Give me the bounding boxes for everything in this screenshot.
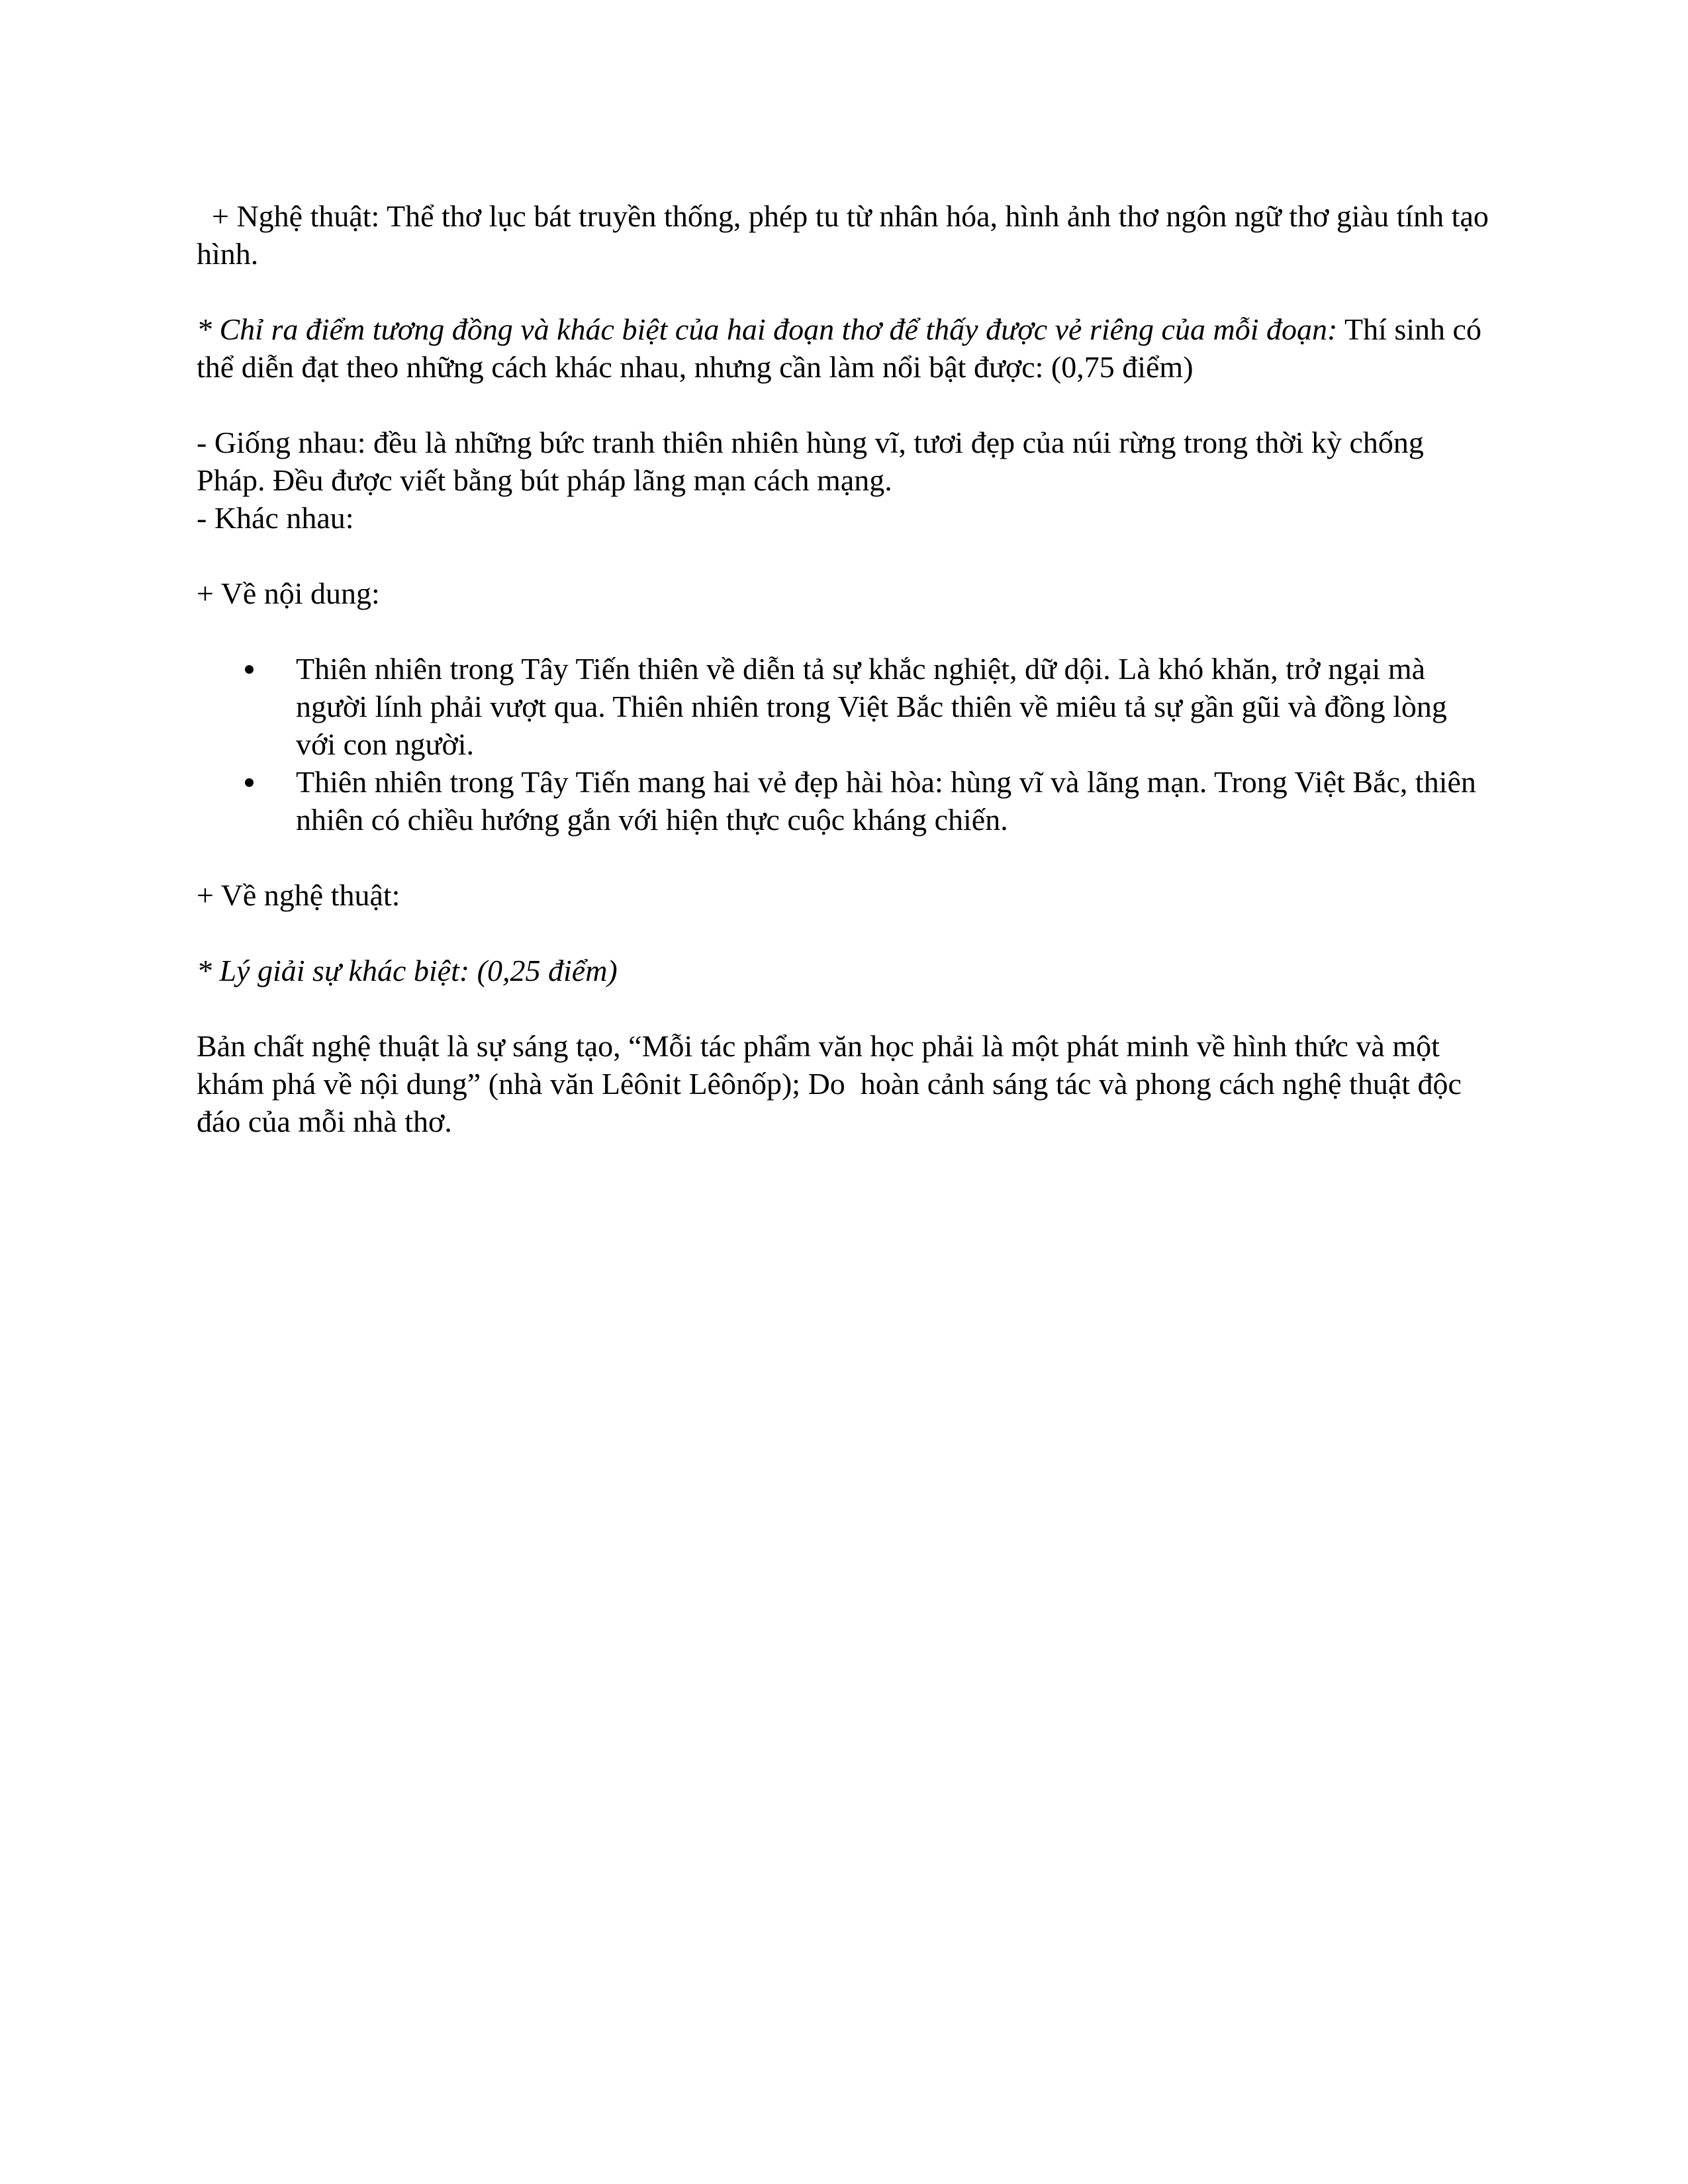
- list-item-text: Thiên nhiên trong Tây Tiến thiên về diễn tả sự khắc nghiệt, dữ dội. Là khó khăn, trở ngại mà người lính phải vượt qua. Thiên nhiên trong Việt Bắc thiên về miêu tả sự gần gũi và đồng lòng với con người.: [296, 652, 1447, 761]
- paragraph-art-label: + Về nghệ thuật:: [197, 878, 400, 912]
- paragraph-comparison-task: [197, 310, 1494, 386]
- paragraph-differences-label: - Khác nhau:: [197, 501, 354, 535]
- paragraph-art-summary: + Nghệ thuật: Thể thơ lục bát truyền thống, phép tu từ nhân hóa, hình ảnh thơ ngôn ngữ thơ giàu tính tạo hình.: [197, 199, 1497, 271]
- paragraph-explanation-heading: * Lý giải sự khác biệt: (0,25 điểm): [197, 954, 618, 987]
- paragraph-explanation: Bản chất nghệ thuật là sự sáng tạo, “Mỗi tác phẩm văn học phải là một phát minh về hình thức và một khám phá về nội dung” (nhà văn Lêônit Lêônốp); Do hoàn cảnh sáng tác và phong cách nghệ thuật độc đáo của mỗi nhà thơ.: [197, 1029, 1470, 1138]
- list-item: [296, 763, 1494, 839]
- paragraph-content-label: + Về nội dung:: [197, 576, 380, 610]
- content-bullet-list: [197, 650, 1494, 839]
- list-item: [296, 650, 1494, 763]
- comparison-task-heading: * Chỉ ra điểm tương đồng và khác biệt của hai đoạn thơ để thấy được vẻ riêng của mỗi đoạn:: [197, 312, 1338, 346]
- comparison-task-instruction: Thí sinh có thể diễn đạt theo những cách khác nhau, nhưng cần làm nổi bật được: (0,75 điểm): [197, 312, 1481, 384]
- paragraph-similarities: - Giống nhau: đều là những bức tranh thiên nhiên hùng vĩ, tươi đẹp của núi rừng trong thời kỳ chống Pháp. Đều được viết bằng bút pháp lãng mạn cách mạng.: [197, 426, 1424, 497]
- document-body: [197, 197, 1497, 1140]
- bullet-icon: [245, 778, 254, 787]
- bullet-icon: [245, 665, 254, 674]
- list-item-text: Thiên nhiên trong Tây Tiến mang hai vẻ đẹp hài hòa: hùng vĩ và lãng mạn. Trong Việt Bắc, thiên nhiên có chiều hướng gắn với hiện thực cuộc kháng chiến.: [296, 765, 1476, 837]
